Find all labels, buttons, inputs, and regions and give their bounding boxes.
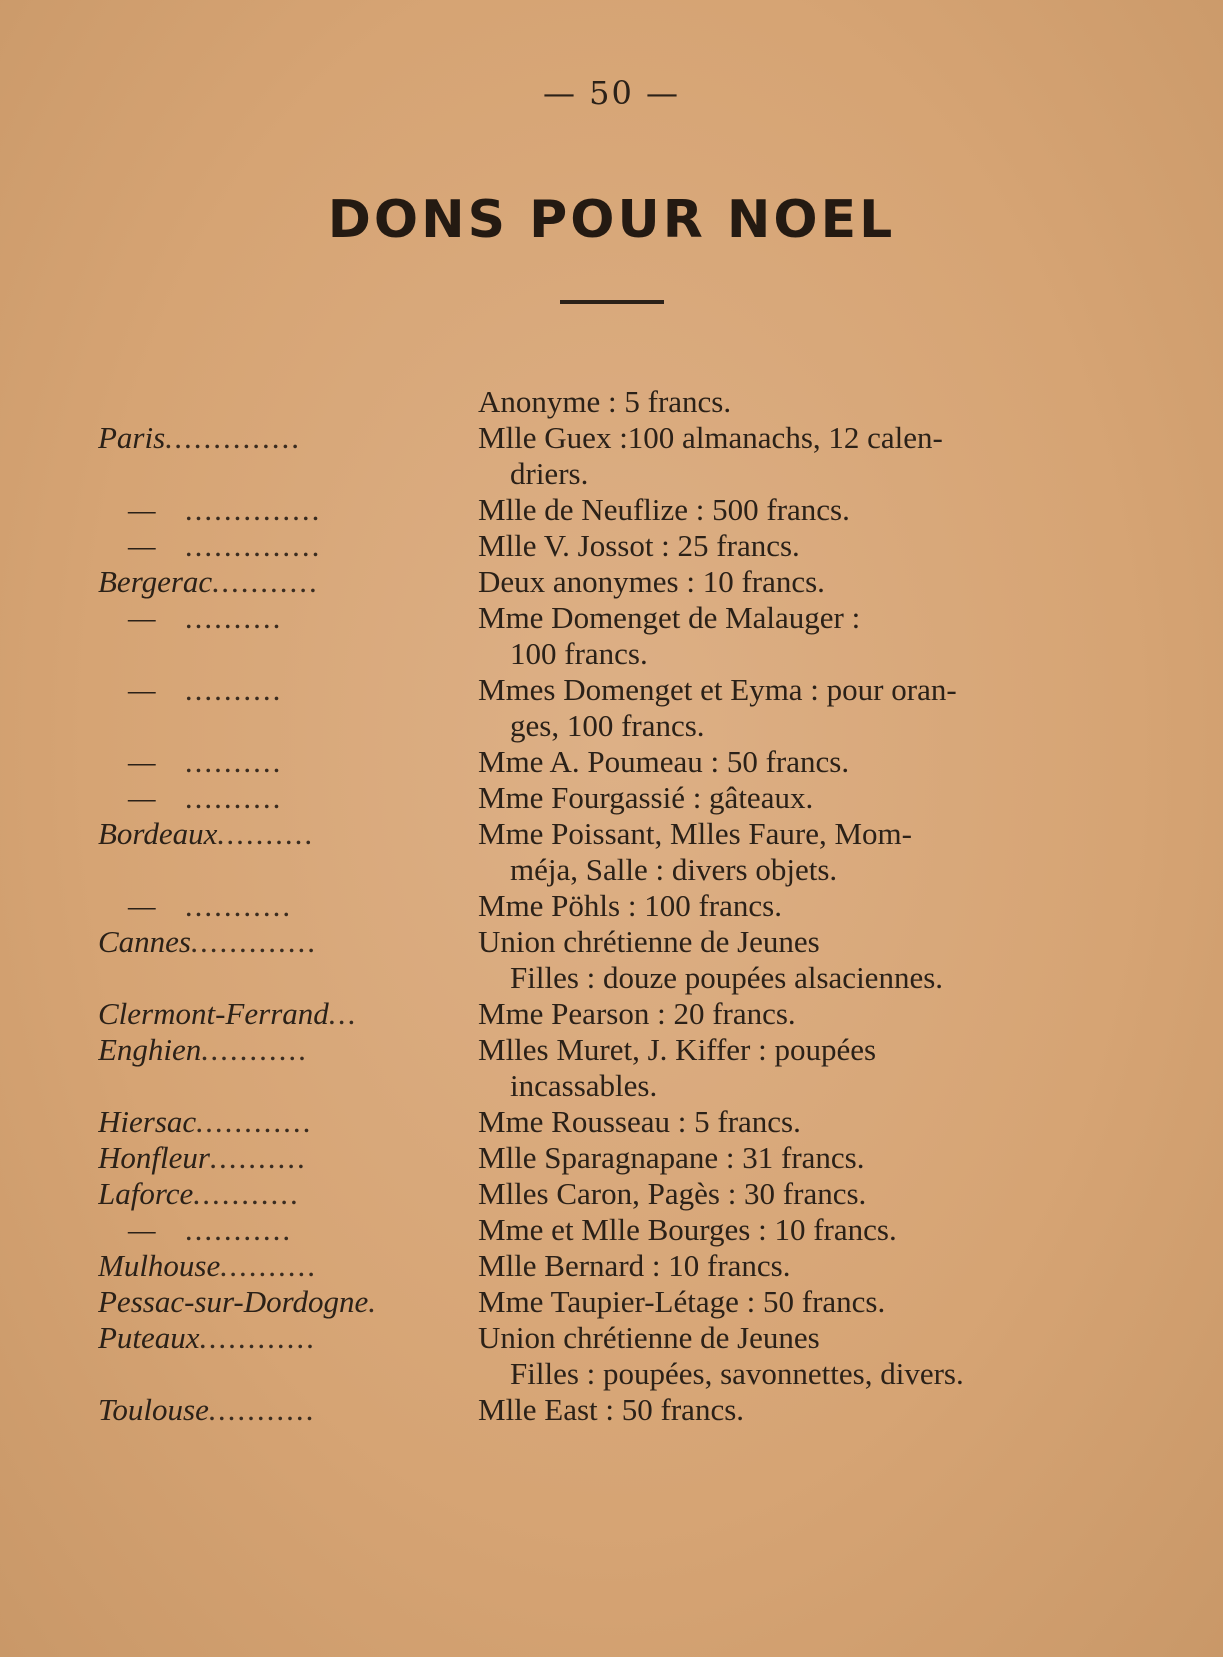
leader-dots: ............ <box>199 1320 317 1355</box>
gift-line: Anonyme : 5 francs. <box>478 384 732 419</box>
leader-dots: ........... <box>185 888 293 923</box>
donation-place <box>98 528 460 564</box>
donation-entry <box>0 816 1223 888</box>
donation-gift <box>478 996 1138 1032</box>
donation-gift <box>478 528 1138 564</box>
leader-dots: .............. <box>165 420 302 455</box>
donation-entry <box>0 1140 1223 1176</box>
leader-dots: .......... <box>185 780 284 815</box>
place-name: — <box>128 528 156 563</box>
donation-place <box>98 1284 460 1320</box>
place-name: Toulouse <box>98 1392 209 1427</box>
leader-dots: .......... <box>185 672 284 707</box>
donation-entry <box>0 780 1223 816</box>
donation-place <box>98 888 460 924</box>
place-name: — <box>128 744 156 779</box>
gift-line: Mlle Sparagnapane : 31 francs. <box>478 1140 865 1175</box>
donation-gift <box>478 1320 1138 1392</box>
gift-line: Mlles Caron, Pagès : 30 francs. <box>478 1176 867 1211</box>
donation-gift <box>478 888 1138 924</box>
donation-entry <box>0 996 1223 1032</box>
donation-gift <box>478 780 1138 816</box>
donation-entry <box>0 924 1223 996</box>
place-name: — <box>128 1212 156 1247</box>
gift-line: Mlle Bernard : 10 francs. <box>478 1248 791 1283</box>
donation-entry <box>0 888 1223 924</box>
place-name: Bordeaux <box>98 816 218 851</box>
place-name: Enghien <box>98 1032 202 1067</box>
place-name: Cannes <box>98 924 191 959</box>
donation-entry <box>0 1032 1223 1104</box>
donation-entry <box>0 672 1223 744</box>
leader-dots: ... <box>328 996 359 1031</box>
leader-dots: ........... <box>201 1032 309 1067</box>
gift-line: Union chrétienne de Jeunes <box>478 924 820 959</box>
donation-place <box>98 924 460 960</box>
place-name: — <box>128 672 156 707</box>
leader-dots: .............. <box>185 528 323 563</box>
donation-place <box>98 1104 460 1140</box>
gift-line: Mlle V. Jossot : 25 francs. <box>478 528 800 563</box>
donation-entry <box>0 1248 1223 1284</box>
place-name: Laforce <box>98 1176 194 1211</box>
donation-entry <box>0 1176 1223 1212</box>
gift-line: Mme Fourgassié : gâteaux. <box>478 780 814 815</box>
donation-gift <box>478 384 1138 420</box>
donation-gift <box>478 492 1138 528</box>
leader-dots: . <box>368 1284 379 1319</box>
donation-entry <box>0 600 1223 672</box>
donation-entry <box>0 1392 1223 1428</box>
page-number: — 50 — <box>542 74 681 112</box>
donation-gift <box>478 1104 1138 1140</box>
donation-place <box>98 1032 460 1068</box>
gift-line: Mme Poissant, Mlles Faure, Mom- <box>478 816 912 851</box>
leader-dots: .......... <box>220 1248 318 1283</box>
donation-place <box>98 816 460 852</box>
leader-dots: .......... <box>185 744 284 779</box>
gift-line: Deux anonymes : 10 francs. <box>478 564 825 599</box>
gift-line: Mme et Mlle Bourges : 10 francs. <box>478 1212 897 1247</box>
place-name: Clermont-Ferrand <box>98 996 329 1031</box>
donation-place <box>98 420 460 456</box>
gift-line: incassables. <box>510 1068 658 1103</box>
donation-entry <box>0 492 1223 528</box>
leader-dots: ............ <box>196 1104 314 1139</box>
page-title: DONS POUR NOEL <box>327 190 896 250</box>
gift-line: ges, 100 francs. <box>510 708 705 743</box>
donation-entry <box>0 564 1223 600</box>
leader-dots: ........... <box>185 1212 293 1247</box>
place-name: — <box>128 780 156 815</box>
donation-entry <box>0 528 1223 564</box>
donation-place <box>98 384 460 420</box>
gift-line: Mlle Guex :100 almanachs, 12 calen- <box>478 420 943 455</box>
place-name: Puteaux <box>98 1320 200 1355</box>
place-name: — <box>128 600 156 635</box>
gift-line: Mlle de Neuflize : 500 francs. <box>478 492 850 527</box>
leader-dots: .......... <box>217 816 315 851</box>
donation-place <box>98 672 460 708</box>
gift-line: Union chrétienne de Jeunes <box>478 1320 820 1355</box>
donation-gift <box>478 600 1138 672</box>
gift-line: Mme Pöhls : 100 francs. <box>478 888 782 923</box>
gift-line: Mme Domenget de Malauger : <box>478 600 861 635</box>
donation-place <box>98 780 460 816</box>
donation-place <box>98 1248 460 1284</box>
donation-gift <box>478 420 1138 492</box>
donation-place <box>98 564 460 600</box>
place-name: Paris <box>98 420 166 455</box>
donation-gift <box>478 1248 1138 1284</box>
donation-gift <box>478 1284 1138 1320</box>
donation-gift <box>478 1140 1138 1176</box>
leader-dots: ........... <box>193 1176 301 1211</box>
place-name: — <box>128 492 156 527</box>
donation-entry <box>0 1320 1223 1392</box>
donation-gift <box>478 816 1138 888</box>
place-name: Hiersac <box>98 1104 197 1139</box>
donation-place <box>98 996 460 1032</box>
gift-line: Filles : douze poupées alsaciennes. <box>510 960 944 995</box>
leader-dots: .......... <box>185 600 284 635</box>
donation-gift <box>478 564 1138 600</box>
donation-place <box>98 1392 460 1428</box>
place-name: — <box>128 888 156 923</box>
gift-line: Mme Taupier-Létage : 50 francs. <box>478 1284 886 1319</box>
place-name: Pessac-sur-Dordogne <box>98 1284 369 1319</box>
gift-line: Filles : poupées, savonnettes, divers. <box>510 1356 964 1391</box>
title-rule <box>560 300 664 304</box>
gift-line: Mmes Domenget et Eyma : pour oran- <box>478 672 957 707</box>
donation-entry <box>0 744 1223 780</box>
donation-entry <box>0 384 1223 420</box>
donation-place <box>98 600 460 636</box>
gift-line: Mlles Muret, J. Kiffer : poupées <box>478 1032 877 1067</box>
donation-place <box>98 1212 460 1248</box>
donation-place <box>98 1320 460 1356</box>
leader-dots: ........... <box>208 1392 317 1427</box>
donation-place <box>98 744 460 780</box>
donation-gift <box>478 1176 1138 1212</box>
gift-line: Mme Pearson : 20 francs. <box>478 996 796 1031</box>
place-name: Mulhouse <box>98 1248 221 1283</box>
leader-dots: .............. <box>185 492 323 527</box>
donation-entry <box>0 1212 1223 1248</box>
donations-list <box>0 384 1223 1428</box>
gift-line: méja, Salle : divers objets. <box>510 852 838 887</box>
donation-entry <box>0 1284 1223 1320</box>
donation-entry <box>0 1104 1223 1140</box>
donation-gift <box>478 924 1138 996</box>
donation-place <box>98 1140 460 1176</box>
donation-gift <box>478 1212 1138 1248</box>
leader-dots: ........... <box>212 564 320 599</box>
place-name: Bergerac <box>98 564 213 599</box>
gift-line: Mme Rousseau : 5 francs. <box>478 1104 801 1139</box>
donation-gift <box>478 1032 1138 1104</box>
gift-line: 100 francs. <box>510 636 648 671</box>
gift-line: driers. <box>510 456 589 491</box>
place-name: Honfleur <box>98 1140 210 1175</box>
gift-line: Mme A. Poumeau : 50 francs. <box>478 744 850 779</box>
donation-gift <box>478 744 1138 780</box>
leader-dots: .......... <box>209 1140 308 1175</box>
leader-dots: ............. <box>191 924 318 959</box>
donation-place <box>98 492 460 528</box>
donation-gift <box>478 1392 1138 1428</box>
gift-line: Mlle East : 50 francs. <box>478 1392 745 1427</box>
donation-entry <box>0 420 1223 492</box>
donation-gift <box>478 672 1138 744</box>
donation-place <box>98 1176 460 1212</box>
